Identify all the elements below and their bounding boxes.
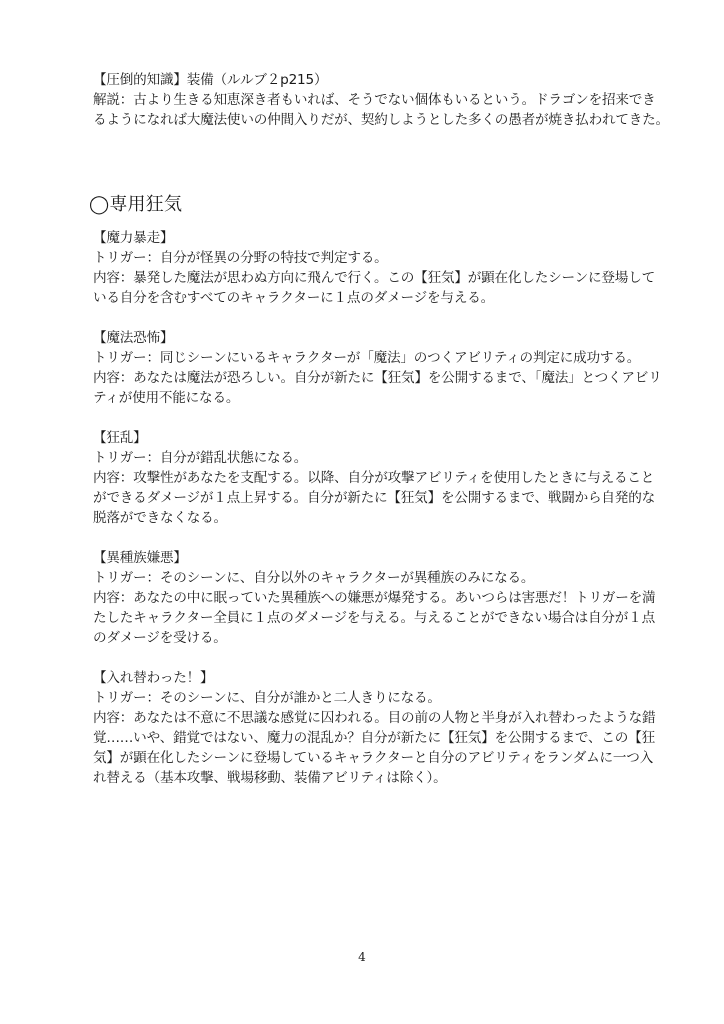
madness-title: 【入れ替わった！】 <box>93 670 214 686</box>
madness-effect: ティが使用不能になる。 <box>93 390 240 406</box>
madness-effect: れ替える（基本攻撃、戦場移動、装備アビリティは除く）。 <box>93 770 447 786</box>
madness-effect: 気】が顕在化したシーンに登場しているキャラクターと自分のアビリティをランダムに一つ入 <box>93 750 654 766</box>
madness-effect: 脱落ができなくなる。 <box>93 510 227 526</box>
madness-effect: 内容：暴発した魔法が思わぬ方向に飛んで行く。この【狂気】が顕在化したシーンに登場して <box>93 270 655 286</box>
description-line: るようになれば大魔法使いの仲間入りだが、契約しようとした多くの愚者が焼き払われてきた。 <box>93 112 669 128</box>
madness-effect: 覚……いや、錯覚ではない、魔力の混乱か？自分が新たに【狂気】を公開するまで、この【狂 <box>93 730 655 746</box>
madness-entry-xenophobia <box>93 548 656 648</box>
madness-trigger: トリガー：同じシーンにいるキャラクターが「魔法」のつくアビリティの判定に成功する。 <box>93 350 641 366</box>
equipment-description <box>93 70 669 130</box>
madness-title: 【異種族嫌悪】 <box>93 550 187 566</box>
madness-entry-magic-fear <box>93 328 662 408</box>
madness-effect: 内容：あなたは不意に不思議な感覚に囚われる。目の前の人物と半身が入れ替わったような錯 <box>93 710 656 726</box>
madness-effect: 内容：あなたの中に眠っていた異種族への嫌悪が爆発する。あいつらは害悪だ！トリガーを満 <box>93 590 656 606</box>
madness-entry-swapped <box>93 668 656 788</box>
madness-effect: のダメージを受ける。 <box>93 630 227 646</box>
description-line: 解説：古より生きる知恵深き者もいれば、そうでない個体もいるという。ドラゴンを招来でき <box>93 92 656 108</box>
madness-title: 【狂乱】 <box>93 430 147 446</box>
madness-trigger: トリガー：自分が錯乱状態になる。 <box>93 450 308 466</box>
madness-trigger: トリガー：自分が怪異の分野の特技で判定する。 <box>93 250 388 266</box>
page-content <box>89 70 669 808</box>
madness-entry-mana-runaway <box>93 228 655 308</box>
madness-effect: いる自分を含むすべてのキャラクターに１点のダメージを与える。 <box>93 290 494 306</box>
page-number: 4 <box>358 950 366 964</box>
madness-effect: 内容：あなたは魔法が恐ろしい。自分が新たに【狂気】を公開するまで、「魔法」とつくアビリ <box>93 370 662 386</box>
section-heading: ◯専用狂気 <box>89 194 183 215</box>
madness-effect: ができるダメージが１点上昇する。自分が新たに【狂気】を公開するまで、戦闘から自発的な <box>93 490 655 506</box>
madness-entry-frenzy <box>93 428 655 528</box>
madness-title: 【魔力暴走】 <box>93 230 174 246</box>
madness-trigger: トリガー：そのシーンに、自分が誰かと二人きりになる。 <box>93 690 441 706</box>
madness-effect: 内容：攻撃性があなたを支配する。以降、自分が攻撃アビリティを使用したときに与えること <box>93 470 655 486</box>
equipment-title: 【圧倒的知識】装備（ルルブ２p215） <box>93 72 328 88</box>
madness-trigger: トリガー：そのシーンに、自分以外のキャラクターが異種族のみになる。 <box>93 570 535 586</box>
madness-effect: たしたキャラクター全員に１点のダメージを与える。与えることができない場合は自分が１点 <box>93 610 655 626</box>
madness-title: 【魔法恐怖】 <box>93 330 174 346</box>
